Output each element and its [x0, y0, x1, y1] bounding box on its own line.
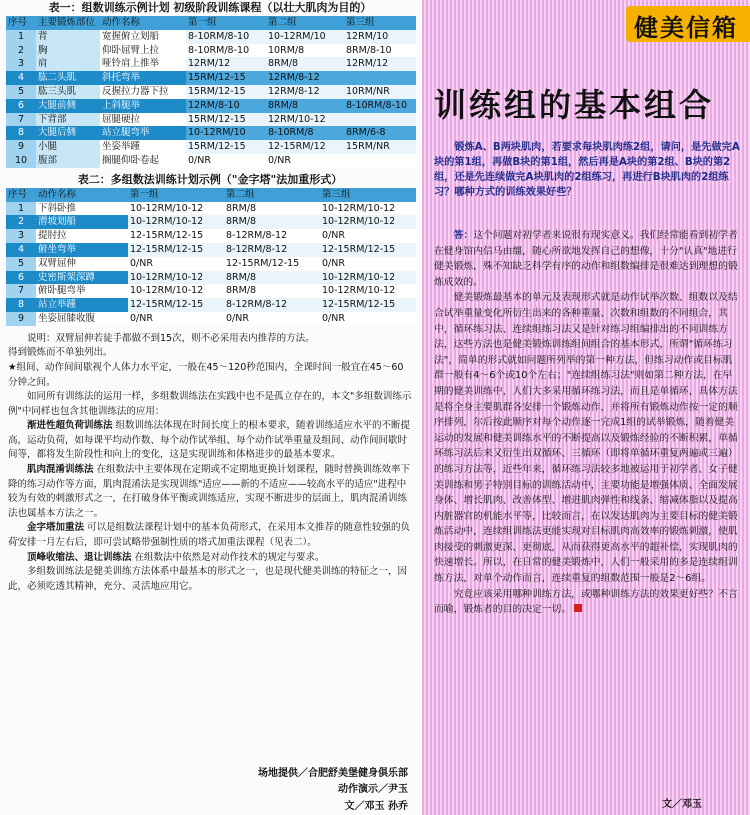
cell: 8RM/8 [224, 202, 320, 216]
paragraph-text: 组数训练法体现在时间长度上的根本要求，随着训练适应水平的不断提高，运动负荷，如每课平均动作数、每个动作试举组、每个动作试举重量及组间、动作间间歇时间等，都将发生阶段性和向上的变化，这是实现训练和体格进步的最基本要求。 [8, 420, 411, 461]
cell [344, 71, 416, 85]
cell: 9 [6, 312, 36, 326]
paragraph-text: 在组数法中依然是对动作技术的规定与要求。 [134, 551, 325, 563]
cell: 双臂屈伸 [36, 257, 128, 271]
section-heading: 肌肉混淆训练法 [27, 464, 94, 476]
table-note: 说明：双臂屈伸若徒手都做不到15次，则不必采用表内推荐的方法。 [27, 332, 315, 344]
cell: 10RM/NR [344, 85, 416, 99]
cell: 1 [6, 30, 36, 44]
cell: 12RM/12 [186, 57, 266, 71]
paragraph [434, 587, 740, 618]
cell: 10-12RM/10-12 [128, 215, 224, 229]
table2-row [6, 312, 416, 326]
credit-venue: 场地提供／合肥舒美堡健身俱乐部 [258, 768, 408, 779]
cell: 10 [6, 154, 36, 168]
cell: 5 [6, 257, 36, 271]
cell: 0/NR [186, 154, 266, 168]
cell: 12RM/8-10 [186, 99, 266, 113]
cell: 大腿前侧 [36, 99, 100, 113]
cell: 小腿 [36, 140, 100, 154]
cell: 提肘拉 [36, 229, 128, 243]
cell: 6 [6, 271, 36, 285]
cell: 反握拉力器下拉 [100, 85, 186, 99]
cell: 大腿后侧 [36, 126, 100, 140]
cell: 10-12RM/10 [186, 126, 266, 140]
cell: 胸 [36, 44, 100, 58]
answer-label: 答： [453, 230, 474, 241]
table1-row [6, 30, 416, 44]
credit-author: 文／邓玉 孙乔 [344, 801, 408, 812]
table1-row [6, 140, 416, 154]
cell: 1 [6, 202, 36, 216]
cell: 10-12RM/10-12 [320, 284, 416, 298]
cell: 0/NR [266, 154, 344, 168]
credit-demo: 动作演示／尹玉 [338, 784, 408, 795]
cell: 斜托弯举 [100, 71, 186, 85]
paragraph: ★组间、动作间间歇视个人体力水平定，一般在45～120秒范围内，全课时间一般宜在45～60分钟之间。 [8, 361, 404, 388]
cell: 0/NR [320, 229, 416, 243]
cell: 12-15RM/12-15 [128, 243, 224, 257]
table2-row [6, 202, 416, 216]
cell: 10-12RM/10-12 [128, 271, 224, 285]
table1-header-cell: 第一组 [188, 17, 217, 28]
cell: 0/NR [320, 257, 416, 271]
cell: 8RM/8-10 [344, 44, 416, 58]
cell: 肱二头肌 [36, 71, 100, 85]
cell: 8RM/8 [266, 57, 344, 71]
cell: 仰卧屈臂上拉 [100, 44, 186, 58]
cell: 10-12RM/10 [266, 30, 344, 44]
cell: 12RM/12 [344, 57, 416, 71]
cell: 腹部 [36, 154, 100, 168]
cell: 8 [6, 126, 36, 140]
article-title: 训练组的基本组合 [434, 86, 715, 124]
cell: 10-12RM/10-12 [128, 284, 224, 298]
column-brand [626, 6, 750, 42]
left-article [0, 332, 420, 595]
cell: 0/NR [320, 312, 416, 326]
cell: 12-15RM/12-15 [224, 257, 320, 271]
cell: 3 [6, 57, 36, 71]
cell: 下背部 [36, 113, 100, 127]
section-heading: 顶峰收缩法、退让训练法 [27, 551, 132, 563]
cell: 10-12RM/10-12 [320, 202, 416, 216]
cell: 俯卧腿弯举 [36, 284, 128, 298]
cell: 8-12RM/8-12 [224, 229, 320, 243]
cell: 15RM/12-15 [186, 85, 266, 99]
cell: 0/NR [128, 312, 224, 326]
cell: 12RM/10 [344, 30, 416, 44]
cell: 8RM/8 [266, 99, 344, 113]
cell: 0/NR [224, 312, 320, 326]
cell: 5 [6, 85, 36, 99]
cell: 4 [6, 243, 36, 257]
end-mark-icon [574, 604, 582, 612]
cell: 12-15RM/12-15 [320, 243, 416, 257]
cell [344, 113, 416, 127]
paragraph [8, 521, 412, 550]
cell: 7 [6, 113, 36, 127]
table1-row [6, 126, 416, 140]
cell: 10-12RM/10-12 [128, 202, 224, 216]
table2 [6, 188, 416, 326]
cell: 4 [6, 71, 36, 85]
table2-row [6, 257, 416, 271]
table2-row [6, 284, 416, 298]
cell: 坐姿屈膝收腹 [36, 312, 128, 326]
cell: 8-10RM/8-10 [186, 30, 266, 44]
paragraph: 多组数训练法是健美训练方法体系中最基本的形式之一，也是现代健美训练的特征之一，因此，必须吃透其精神，充分、灵活地应用它。 [8, 566, 408, 592]
table2-row [6, 229, 416, 243]
paragraph-text: 这个问题对初学者来说很有现实意义。我们经常能看到初学者在健身馆内信马由缰，随心所欲地发挥自己的想像，十分"认真"地进行健美锻炼，殊不知缺乏科学有序的动作和组数编排是很难达到理想的锻炼成效的。 [434, 230, 738, 288]
table1-row [6, 85, 416, 99]
cell: 肩 [36, 57, 100, 71]
answer [434, 228, 740, 618]
cell: 上斜腿举 [100, 99, 186, 113]
cell: 9 [6, 140, 36, 154]
table2-header-cell: 第三组 [322, 188, 351, 200]
table2-header-cell: 第二组 [226, 188, 255, 200]
cell: 8-10RM/8-10 [186, 44, 266, 58]
table2-row [6, 215, 416, 229]
cell: 站立举踵 [36, 298, 128, 312]
table2-header [6, 188, 416, 202]
cell: 8RM/8 [224, 284, 320, 298]
cell: 2 [6, 44, 36, 58]
cell: 12-15RM/12 [266, 140, 344, 154]
table1-row [6, 44, 416, 58]
cell: 10-12RM/10-12 [320, 271, 416, 285]
paragraph: 得到锻炼而不单独列出。 [8, 347, 113, 359]
paragraph [8, 463, 412, 521]
right-author: 文／邓玉 [662, 799, 702, 810]
cell: 史密斯架深蹲 [36, 271, 128, 285]
paragraph [8, 419, 412, 463]
brand-text: 健美信箱 [634, 14, 738, 42]
cell [344, 154, 416, 168]
section-heading: 金字塔加重法 [27, 522, 85, 534]
paragraph-text: 究竟应该采用哪种训练方法，或哪种训练方法的效果更好些？不言而喻，锻炼者的目的决定一切。 [434, 588, 738, 616]
paragraph [8, 551, 412, 566]
paragraph-text: 可以是组数法课程计划中的基本负荷形式，在采用本文推荐的随意性较强的负荷安排一月左右后，即可尝试略带强制性质的塔式加重法课程（见表二）。 [8, 522, 411, 549]
cell: 背 [36, 30, 100, 44]
cell: 肱三头肌 [36, 85, 100, 99]
cell: 8-10RM/8-10 [344, 99, 416, 113]
cell: 哑铃肩上推举 [100, 57, 186, 71]
cell: 下斜卧推 [36, 202, 128, 216]
section-heading: 渐进性超负荷训练法 [27, 420, 113, 432]
cell: 10RM/8 [266, 44, 344, 58]
table2-header-cell: 序号 [8, 188, 28, 200]
cell: 15RM/12-15 [186, 71, 266, 85]
cell: 3 [6, 229, 36, 243]
cell: 坐姿举踵 [100, 140, 186, 154]
cell: 12-15RM/12-15 [128, 229, 224, 243]
table2-title: 表二：多组数法训练计划示例（"金字塔"法加重形式） [77, 172, 343, 186]
table1-header [6, 16, 416, 30]
table1-header-cell: 第二组 [268, 17, 297, 28]
cell: 15RM/NR [344, 140, 416, 154]
table1-header-cell: 第三组 [346, 17, 375, 28]
table1 [6, 16, 416, 168]
cell: 12-15RM/12-15 [128, 298, 224, 312]
cell: 8 [6, 298, 36, 312]
cell: 8RM/8 [224, 215, 320, 229]
cell: 站立腿弯举 [100, 126, 186, 140]
table1-header-cell: 主要锻炼部位 [38, 17, 96, 28]
table2-row [6, 243, 416, 257]
paragraph: 如同所有训练法的运用一样，多组数训练法在实践中也不是孤立存在的，本文"多组数训练示例"中同样也包含其他训练法的应用： [8, 391, 412, 417]
table1-row [6, 57, 416, 71]
cell: 8-10RM/8 [266, 126, 344, 140]
cell: 8-12RM/8-12 [224, 298, 320, 312]
table1-row [6, 113, 416, 127]
paragraph [434, 228, 740, 290]
cell: 12-15RM/12-15 [320, 298, 416, 312]
table2-header-cell: 第一组 [130, 188, 159, 200]
reader-question: 锻炼A、B两块肌肉，若要求每块肌肉练2组，请问，是先做完A块的第1组，再做B块的第1组，然后再是A块的第2组、B块的第2组，还是先连续做完A块肌肉的2组练习，再进行B块肌肉的2组练习？哪种方式的训练效果好些？ [434, 142, 740, 198]
paragraph-text: 在组数法中主要体现在定期或不定期地更换计划课程，随时替换训练效率下降的练习动作等方面，肌肉混淆法是实现训练"适应——新的不适应——较高水平的适应"进程中较为有效的刺激形式之一，在打破身体平衡或训练适应，实现不断进步的层面上，肌肉混淆训练法也属基本方法之一。 [8, 464, 411, 519]
cell: 12RM/10-12 [266, 113, 344, 127]
table2-row [6, 298, 416, 312]
table1-title: 表一：组数训练示例计划 初级阶段训练课程（以壮大肌肉为目的） [48, 1, 372, 14]
table1-row [6, 99, 416, 113]
cell: 2 [6, 215, 36, 229]
table2-header-cell: 动作名称 [38, 188, 77, 200]
cell: 8-12RM/8-12 [224, 243, 320, 257]
cell: 搁腿仰卧卷起 [100, 154, 186, 168]
cell: 俯坐弯举 [36, 243, 128, 257]
cell: 宽握俯立划船 [100, 30, 186, 44]
cell: 屈腿硬拉 [100, 113, 186, 127]
cell: 12RM/8-12 [266, 85, 344, 99]
cell: 8RM/8 [224, 271, 320, 285]
cell: 15RM/12-15 [186, 113, 266, 127]
table2-row [6, 271, 416, 285]
cell: 12RM/8-12 [266, 71, 344, 85]
paragraph: 健美锻炼最基本的单元及表现形式就是动作试举次数、组数以及结合试举重量变化所衍生出来的各种重量、次数和组数的不同组合，其中，循环练习法、连续组练习法又是针对练习组编排出的不同训练方法，这些方法也是健美锻炼训练组间组合的基本形式，所谓"循环练习法"，简单的形式就如问题所列举的第一种方法，但练习动作或目标肌群一般有4～6个或10个左右；"连续组练习法"则如第二种方法，在早期的健美训练中，人们大多采用循环练习法，而且是单循环，具体方法是将全身主要肌群各安排一个锻炼动作，并将所有锻炼动作按一定的顺序排列，尔后按此顺序对每个动作逐一完成1组的试举锻炼，随着健美运动的发展和健美训练水平的不断提高以及锻炼经验的不断积累，单循环练习法后来又衍生出双循环、三循环（即将单循环重复两遍或三遍）的练习方法等，近些年来，循环练习法较多地被运用于初学者、女子健美训练和男子特别目标的训练活动中，主要功能是增强体质、全面发展身体、增长肌肉、改善体型、增进肌肉弹性和线条、缩减体脂以及提高内脏器官的机能水平等，比较而言，在以发达肌肉为主要目标的健美锻炼活动中，连续组训练法更能实现对目标肌肉高效率的锻炼刺激，使肌肉接受的刺激更深、更彻底，从而获得更高水平的超补偿，实现肌肉的快速增长。所以，在日常的健美锻炼中，人们一般采用的多是连续组训练方法，对单个动作而言，连续重复的组数范围一般是2～6组。 [434, 292, 738, 585]
cell: 潜坡划船 [36, 215, 128, 229]
cell: 7 [6, 284, 36, 298]
cell: 8RM/6-8 [344, 126, 416, 140]
cell: 10-12RM/10-12 [320, 215, 416, 229]
cell: 15RM/12-15 [186, 140, 266, 154]
cell: 6 [6, 99, 36, 113]
table1-header-cell: 动作名称 [102, 17, 141, 28]
table1-row [6, 71, 416, 85]
table1-header-cell: 序号 [8, 17, 28, 28]
cell: 0/NR [128, 257, 224, 271]
table1-row [6, 154, 416, 168]
